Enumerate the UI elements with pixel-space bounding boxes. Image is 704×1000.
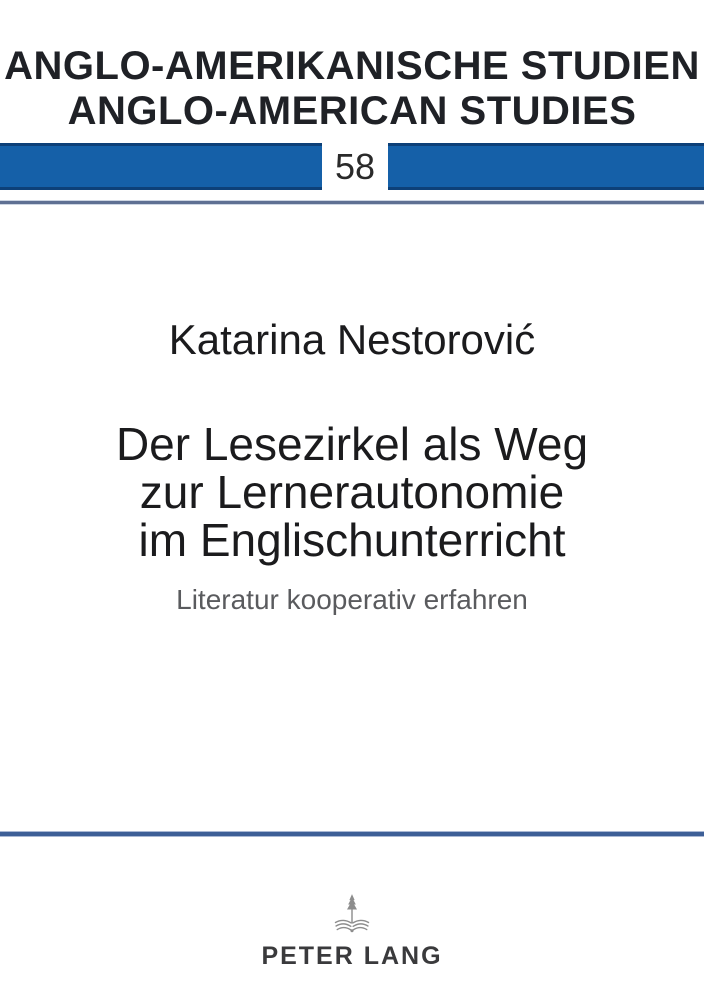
title-line-1: Der Lesezirkel als Weg [115, 418, 589, 470]
book-title [0, 420, 704, 564]
book-subtitle: Literatur kooperativ erfahren [176, 584, 528, 615]
series-volume-number: 58 [334, 146, 376, 187]
author-name: Katarina Nestorović [168, 316, 536, 363]
volume-gap [322, 143, 388, 190]
band-segment-right [388, 143, 704, 190]
publisher-block [0, 893, 704, 971]
title-line-2: zur Lernerautonomie [139, 466, 565, 518]
series-title-german: ANGLO-AMERIKANISCHE STUDIEN [4, 44, 700, 88]
band-segment-left [0, 143, 322, 190]
bottom-divider [0, 832, 704, 836]
title-line-3: im Englischunterricht [138, 514, 566, 566]
publisher-name: PETER LANG [261, 942, 443, 970]
volume-band [0, 143, 704, 190]
series-header [0, 44, 704, 134]
top-divider [0, 201, 704, 204]
peter-lang-logo-icon [333, 893, 371, 939]
series-title-english: ANGLO-AMERICAN STUDIES [67, 89, 637, 133]
